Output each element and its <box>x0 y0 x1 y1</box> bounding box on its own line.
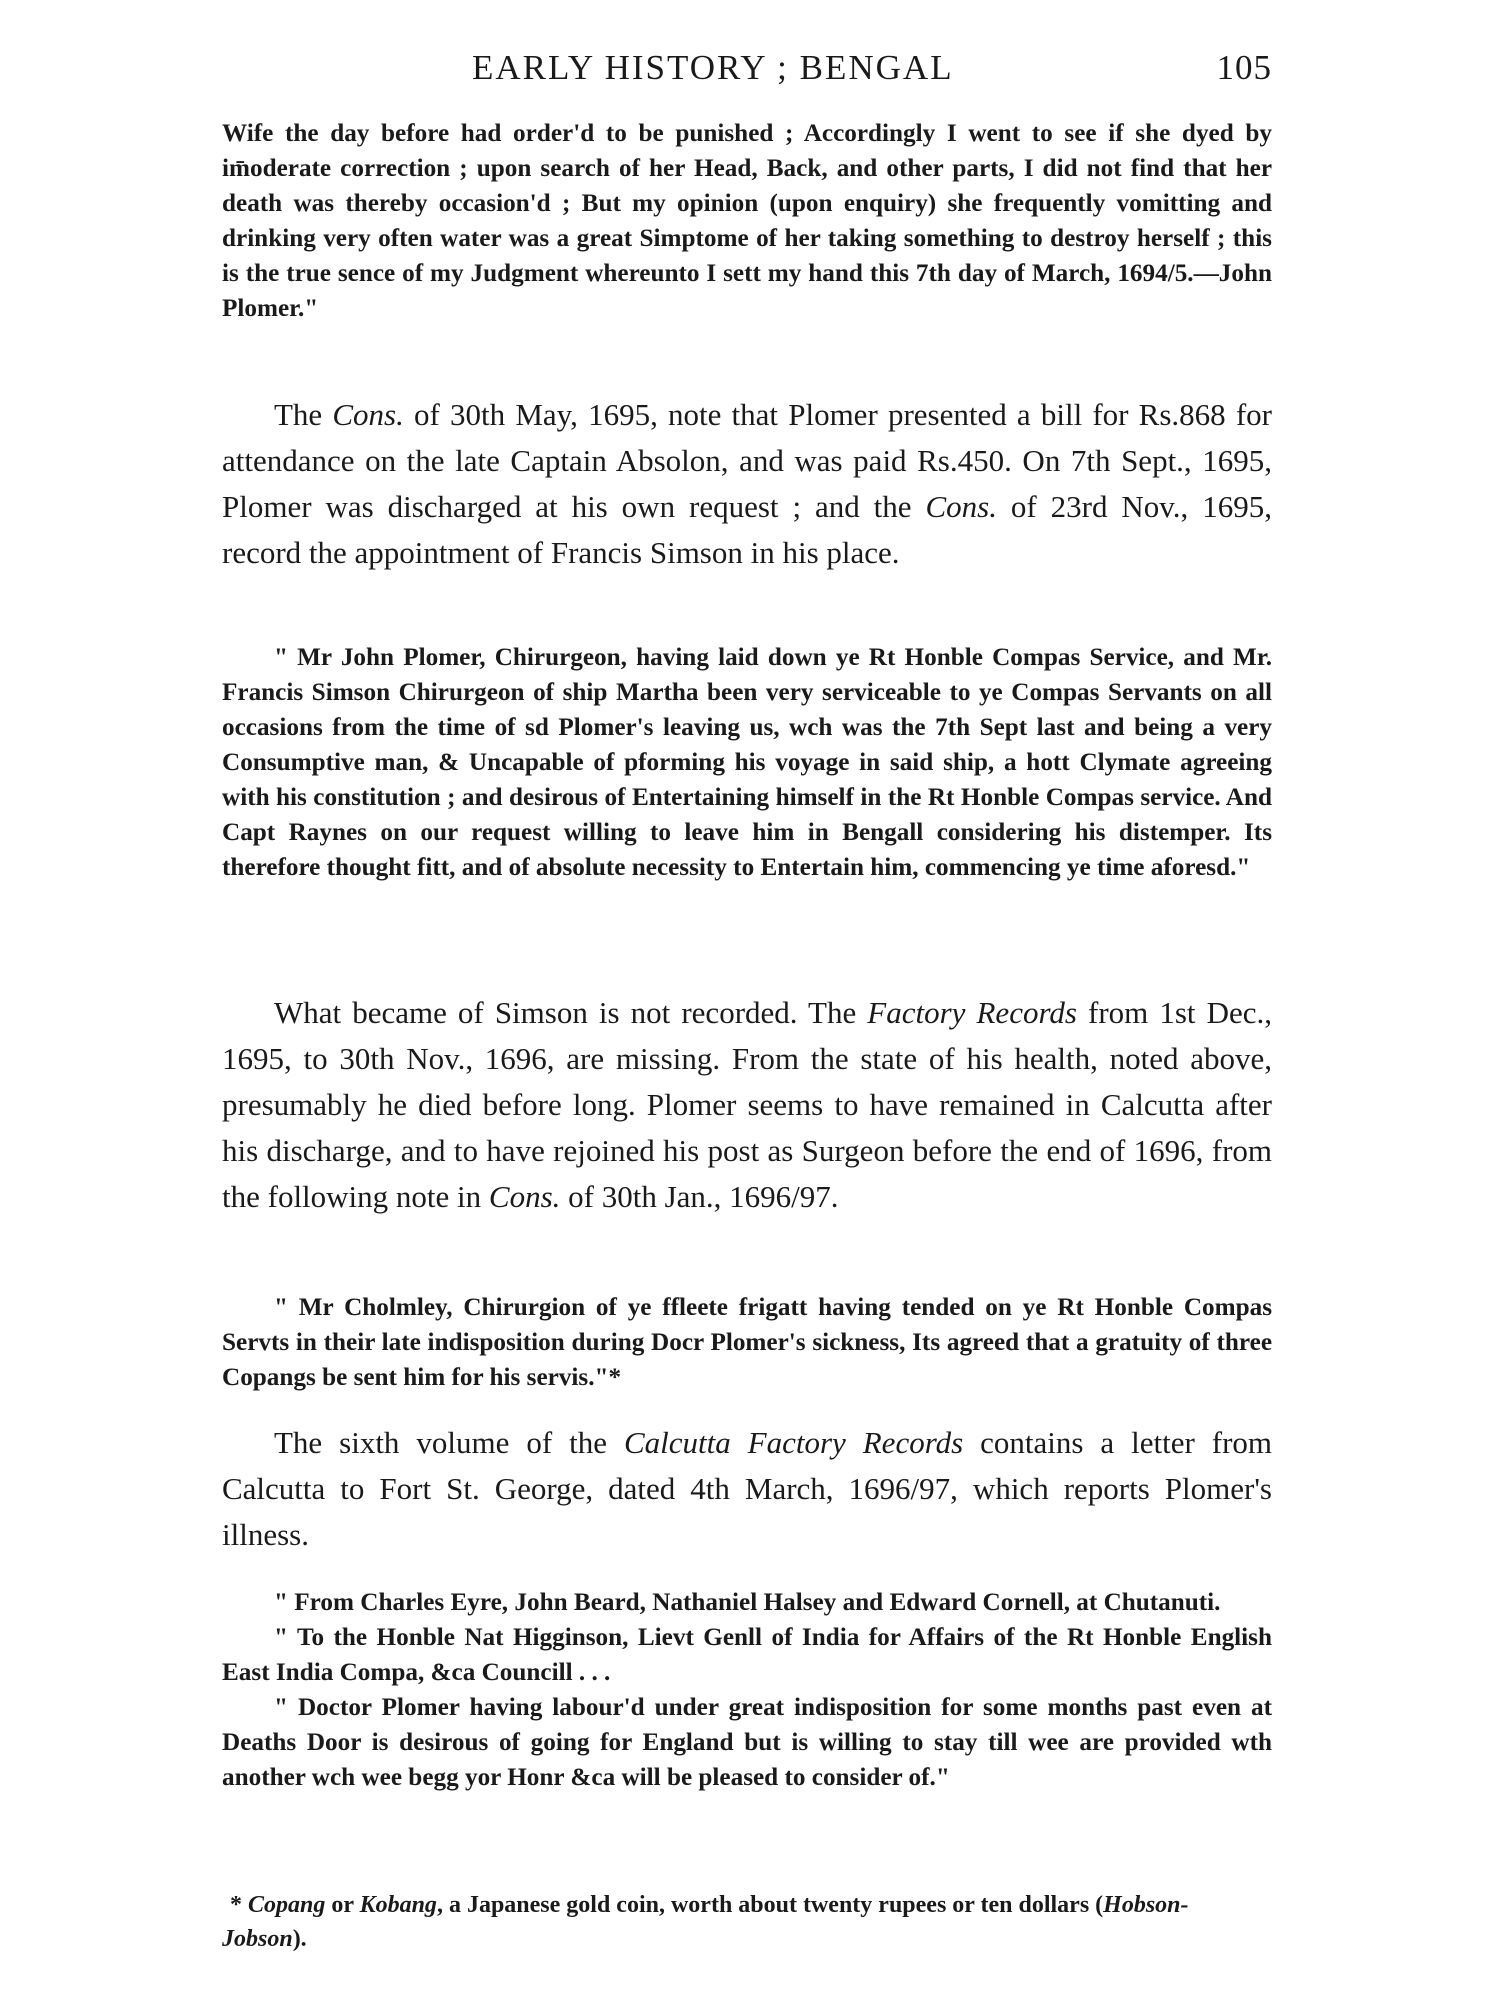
quote-block-2 <box>222 640 1272 885</box>
quote-text: " Mr John Plomer, Chirurgeon, having laid down ye Rt Honble Compas Service, and Mr. Francis Simson Chirurgeon of ship Martha been very serviceable to ye Compas Servants on all occasions from the time of sd Plomer's leaving us, wch was the 7th Sept last and being a very Consumptive man, & Uncapable of pforming his voyage in said ship, a hott Clymate agreeing with his constitution ; and desirous of Entertaining himself in the Rt Honble Compas service. And Capt Raynes on our request willing to leave him in Bengall considering his distemper. Its therefore thought fitt, and of absolute necessity to Entertain him, commencing ye time aforesd." <box>222 644 1272 881</box>
quote-block-1 <box>222 116 1272 326</box>
footnote-term: Kobang <box>359 1892 437 1918</box>
para-text: What became of Simson is not recorded. The <box>274 995 868 1030</box>
letter-block <box>222 1585 1272 1795</box>
quote-text: Wife the day before had order'd to be punished ; Accordingly I went to see if she dyed by im̄oderate correction ; upon search of her Head, Back, and other parts, I did not find that her death was thereby occasion'd ; But my opinion (upon enquiry) she frequently vomitting and drinking very often water was a great Simptome of her taking something to destroy herself ; this is the true sence of my Judgment whereunto I sett my hand this 7th day of March, 1694/5.—John Plomer." <box>222 120 1272 322</box>
letter-from: " From Charles Eyre, John Beard, Nathaniel Halsey and Edward Cornell, at Chutanuti. <box>274 1589 1221 1616</box>
italic-cons: Cons. <box>925 489 997 524</box>
para-text: of 23rd Nov., 1695, record the appointment of Francis Simson in his place. <box>222 489 1272 570</box>
paragraph-2 <box>222 990 1272 1220</box>
footnote-text: , a Japanese gold coin, worth about twenty rupees or ten dollars ( <box>436 1892 1104 1918</box>
para-text: The sixth volume of the <box>274 1425 624 1460</box>
paragraph-3 <box>222 1420 1272 1558</box>
para-text: of 30th May, 1695, note that Plomer presented a bill for Rs.868 for attendance on the late Captain Absolon, and was paid Rs.450. On 7th Sept., 1695, Plomer was discharged at his own request ; and the <box>222 397 1272 524</box>
footnote-source: Hobson-Jobson <box>222 1892 1189 1952</box>
running-head <box>222 48 1272 98</box>
quote-block-3 <box>222 1290 1272 1395</box>
footnote <box>222 1888 1272 1956</box>
letter-body: " Doctor Plomer having labour'd under great indisposition for some months past even at Deaths Door is desirous of going for England but is willing to stay till wee are provided wth another wch wee begg yor Honr &ca will be pleased to consider of." <box>222 1694 1272 1791</box>
italic-records: Calcutta Factory Records <box>623 1425 964 1460</box>
italic-cons: Cons. <box>488 1179 561 1214</box>
italic-cons: Cons. <box>332 397 404 432</box>
quote-text: " Mr Cholmley, Chirurgion of ye ffleete frigatt having tended on ye Rt Honble Compas Servts in their late indisposition during Docr Plomer's sickness, Its agreed that a gratuity of three Copangs be sent him for his servis."* <box>222 1294 1272 1391</box>
italic-records: Factory Records <box>867 995 1077 1030</box>
para-text: of 30th Jan., 1696/97. <box>560 1179 839 1214</box>
footnote-text: ). <box>292 1926 307 1952</box>
footnote-text: or <box>325 1892 360 1918</box>
para-text: contains a letter from Calcutta to Fort St. George, dated 4th March, 1696/97, which reports Plomer's illness. <box>222 1425 1273 1552</box>
footnote-term: Copang <box>248 1892 326 1918</box>
page-number: 105 <box>1216 48 1272 87</box>
para-text: The <box>274 397 333 432</box>
paragraph-1 <box>222 392 1272 576</box>
letter-to: " To the Honble Nat Higginson, Lievt Genll of India for Affairs of the Rt Honble English East India Compa, &ca Councill . . . <box>222 1624 1272 1686</box>
para-text: from 1st Dec., 1695, to 30th Nov., 1696, are missing. From the state of his health, noted above, presumably he died before long. Plomer seems to have remained in Calcutta after his discharge, and to have rejoined his post as Surgeon before the end of 1696, from the following note in <box>222 995 1272 1214</box>
footnote-marker: * <box>230 1892 248 1918</box>
running-title: EARLY HISTORY ; BENGAL <box>472 48 954 87</box>
